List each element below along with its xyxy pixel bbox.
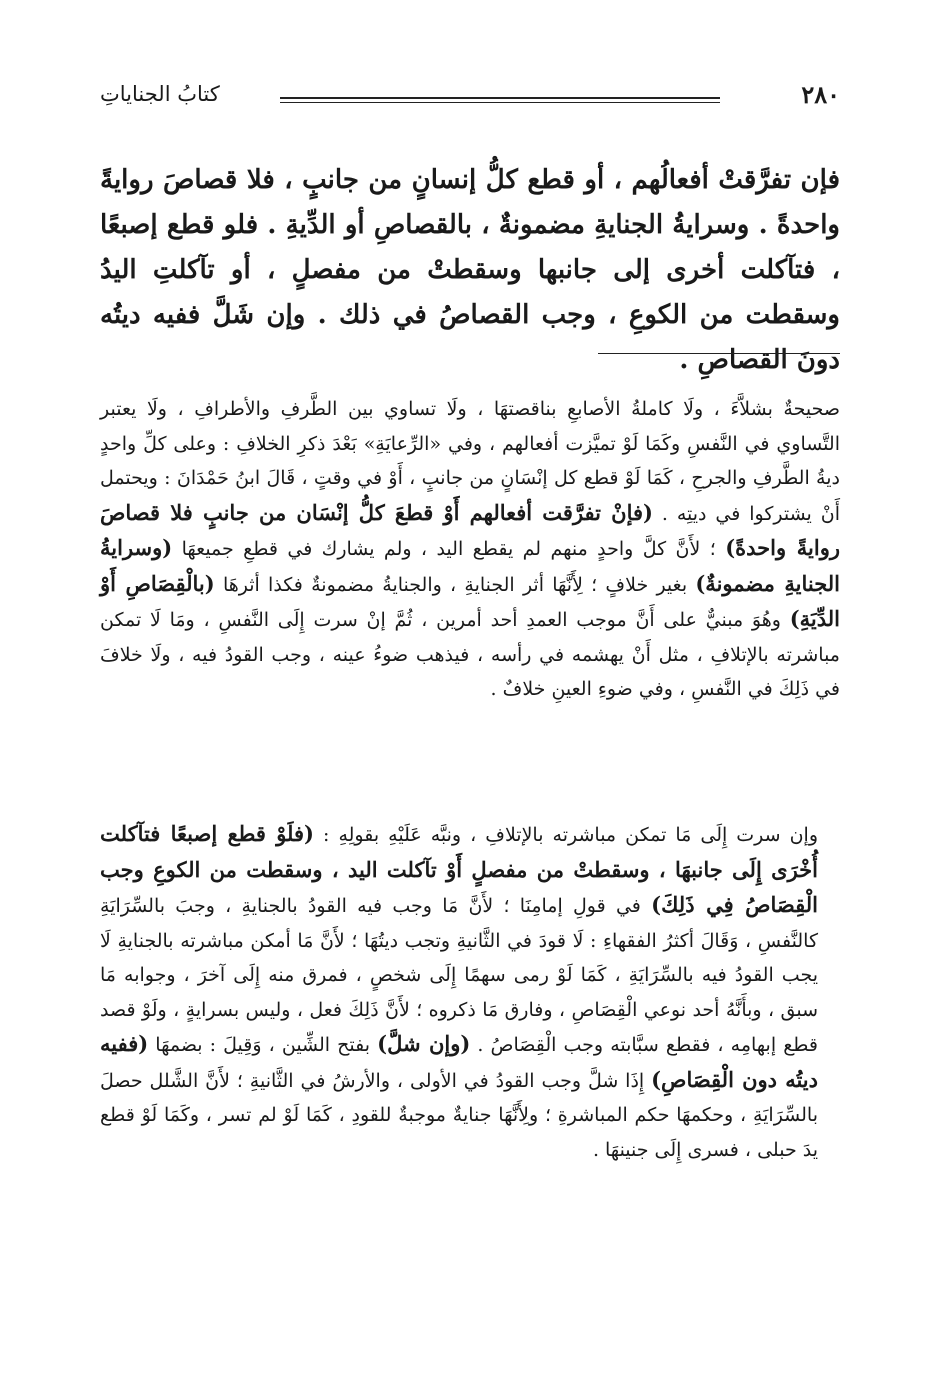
quoted-matn: (ففيه ديتُه دون الْقِصَاصِ) (100, 1031, 818, 1092)
quoted-matn: (وسرايةُ الجنايةِ مضمونةٌ) (100, 535, 841, 596)
commentary-paragraph-1 (100, 392, 840, 707)
page-header (100, 78, 840, 114)
commentary-text: بغير خلافٍ ؛ لِأَنَّهَا أثر الجنايةِ ، والجنايةُ مضمونةٌ فكذا أثرهَا (222, 573, 688, 596)
footnote-separator (598, 353, 840, 354)
page-number: ٢٨٠ (801, 80, 840, 109)
commentary-text: وهُوَ مبنيٌّ على أَنَّ موجب العمدِ أحد أمرين ، ثُمَّ إنْ سرت إِلَى النَّفسِ ، ومَا لَا تمكن مباشرته بالإتلافِ ، مثل أَنْ يهشمه في رأسه ، فيذهب ضوءُ عينه ، وجب القودُ فيه ، ولَا خلافَ في ذَلِكَ في النَّفسِ ، وفي ضوءِ العينِ خلافٌ . (100, 609, 840, 700)
quoted-matn: (فلَوْ قطع إصبعًا فتآكلت أُخْرَى إِلَى جانبهَا ، وسقطتْ من مفصلٍ أَوْ تآكلت اليد ، وسقطت من الكوعِ وجب الْقِصَاصُ فِي ذَلِكَ) (100, 821, 818, 917)
commentary-text: إِذَا شلَّ وجب القودُ في الأولى ، والأرشُ في الثَّانيةِ ؛ لأَنَّ الشَّلل حصلَ بالسِّرَايَةِ ، وحكمهَا حكم المباشرةِ ؛ ولِأَنَّهَا جنايةٌ موجبةٌ للقودِ ، كَمَا لَوْ لم تسر ، وكَمَا لَوْ قطع يدَ حبلى ، فسرى إِلَى جنينهَا . (100, 1069, 818, 1161)
commentary-text: في قولِ إمامِنَا ؛ لأَنَّ مَا وجب فيه القودُ بالجنايةِ ، وجبَ بالسِّرَايَةِ كالنَّفسِ ، وَقَالَ أكثرُ الفقهاءِ : لَا قودَ في الثَّانيةِ وتجب ديتُهَا ؛ لأَنَّ مَا أمكن مباشرته بالجنايةِ لَا يجب القودُ فيه بالسِّرَايَةِ ، كَمَا لَوْ رمى سهمًا إِلَى شخصٍ ، فمرق منه إِلَى آخرَ ، وجوابه مَا سبق ، وبأَنَّهُ أحد نوعي الْقِصَاصِ ، وفارق مَا ذكروه ؛ لأَنَّ ذَلِكَ فعل ، وليس بسرايةٍ ، ولَوْ قصد قطع إبهامِه ، فقطع سبَّابته وجب الْقِصَاصُ . (100, 895, 818, 1056)
commentary-text: صحيحةٌ بشلاَّءَ ، ولَا كاملةُ الأصابعِ بناقصتهَا ، ولَا تساوي بين الطَّرفِ والأطرافِ ، ولَا يعتبر التَّساوي في النَّفسِ وكَمَا لَوْ تميَّزت أفعالهم ، وفي «الرِّعايَةِ» بَعْدَ ذكرِ الخلافِ : وعلى كلِّ واحدٍ ديةُ الطَّرفِ والجرحِ ، كَمَا لَوْ قطع كل إنْسَانٍ من جانبٍ ، أَوْ في وقتٍ ، قَالَ ابنُ حَمْدَانَ : ويحتمل أَنْ يشتركوا في ديتِه . (100, 398, 840, 525)
matn-text: فإن تفرَّقتْ أفعالُهم ، أو قطع كلُّ إنسانٍ من جانبٍ ، فلا قصاصَ روايةً واحدةً . وسرايةُ الجنايةِ مضمونةٌ ، بالقصاصِ أو الدِّيةِ . فلو قطع إصبعًا ، فتآكلت أخرى إلى جانبها وسقطتْ من مفصلٍ ، أو تآكلتِ اليدُ وسقطت من الكوعِ ، وجب القصاصُ في ذلك . وإن شَلَّ ففيه ديتُه دونَ القصاصِ . (100, 165, 840, 375)
commentary-paragraph-2 (100, 817, 840, 1167)
commentary-text: ؛ لأَنَّ كلَّ واحدٍ منهم لم يقطع اليد ، ولم يشارك في قطعِ جميعهَا (181, 538, 716, 560)
commentary-text: وإن سرت إِلَى مَا تمكن مباشرته بالإتلافِ ، ونبَّه عَلَيْهِ بقولِهِ : (323, 824, 819, 846)
running-title: كتابُ الجناياتِ (100, 82, 220, 106)
header-rule (280, 97, 720, 103)
quoted-matn: (بالْقِصَاصِ أَوْ الدِّيَةِ) (100, 570, 840, 631)
commentary-text: بفتح الشِّين ، وَقِيلَ : بضمهَا (155, 1034, 371, 1056)
quoted-matn: (وإن شلَّ) (377, 1031, 471, 1056)
quoted-matn: (فإنْ تفرَّقت أفعالهم أَوْ قطعَ كلُّ إنْسَان من جانبٍ فلا قصاصَ روايةً واحدةً) (100, 499, 840, 560)
